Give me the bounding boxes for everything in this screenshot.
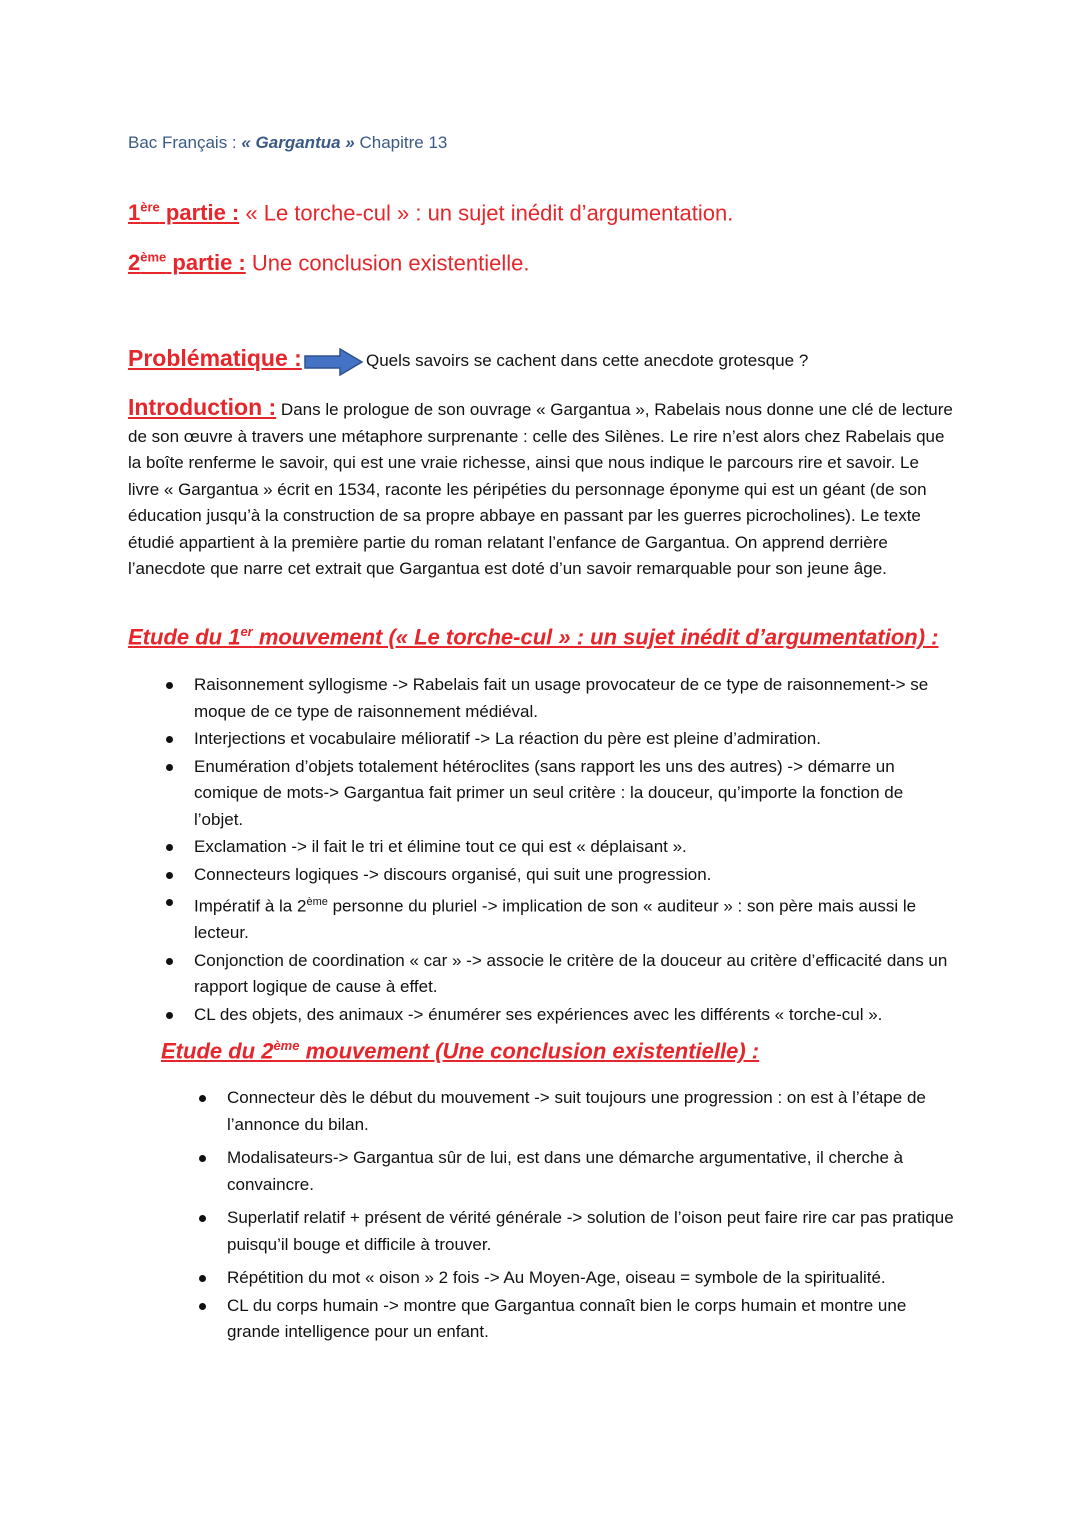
list-item: Interjections et vocabulaire mélioratif -> La réaction du père est pleine d’admiration. xyxy=(194,726,954,753)
header-suffix: Chapitre 13 xyxy=(354,133,448,152)
introduction-label: Introduction : xyxy=(128,394,277,420)
list-item: Modalisateurs-> Gargantua sûr de lui, est dans une démarche argumentative, il cherche à convaincre. xyxy=(227,1145,954,1198)
list-item: Exclamation -> il fait le tri et élimine tout ce qui est « déplaisant ». xyxy=(194,834,954,861)
list-item: Répétition du mot « oison » 2 fois -> Au Moyen-Age, oiseau = symbole de la spiritualité. xyxy=(227,1265,954,1292)
list-item: Raisonnement syllogisme -> Rabelais fait un usage provocateur de ce type de raisonnement-> se moque de ce type de raisonnement médiéval. xyxy=(194,672,954,725)
header-prefix: Bac Français : xyxy=(128,133,242,152)
part-one xyxy=(128,200,733,226)
problematique-label: Problématique : xyxy=(128,345,302,371)
problematique-question: Quels savoirs se cachent dans cette anecdote grotesque ? xyxy=(366,351,809,370)
introduction-text: Dans le prologue de son ouvrage « Gargantua », Rabelais nous donne une clé de lecture de son œuvre à travers une métaphore surprenante : celle des Silènes. Le rire n’est alors chez Rabelais que la boîte renferme le savoir, qui est une vraie richesse, ainsi que nous indique le parcours rire et savoir. Le livre « Gargantua » écrit en 1534, raconte les péripéties du personnage éponyme qui est un géant (de son éducation jusqu’à la construction de sa propre abbaye en passant par les guerres picrocholines). Le texte étudié appartient à la première partie du roman relatant l’enfance de Gargantua. On apprend derrière l’anecdote que narre cet extrait que Gargantua est doté d’un savoir remarquable pour son jeune âge. xyxy=(128,400,953,578)
list-item: Conjonction de coordination « car » -> associe le critère de la douceur au critère d’efficacité dans un rapport logique de cause à effet. xyxy=(194,948,954,1001)
part-one-text: « Le torche-cul » : un sujet inédit d’argumentation. xyxy=(239,200,734,226)
list-item: Enumération d’objets totalement hétéroclites (sans rapport les uns des autres) -> démarre un comique de mots-> Gargantua fait primer un seul critère : la douceur, qu’importe la fonction de l’objet. xyxy=(194,754,954,834)
section-two-list xyxy=(227,1085,954,1347)
list-item: Impératif à la 2ème personne du pluriel -> implication de son « auditeur » : son père mais aussi le lecteur. xyxy=(194,889,954,947)
part-two-label: 2ème partie : xyxy=(128,250,246,276)
part-one-label: 1ère partie : xyxy=(128,200,240,226)
section-one-title: Etude du 1er mouvement (« Le torche-cul » : un sujet inédit d’argumentation) : xyxy=(128,624,939,650)
part-two-text: Une conclusion existentielle. xyxy=(245,250,530,276)
list-item: Superlatif relatif + présent de vérité générale -> solution de l’oison peut faire rire car pas pratique puisqu’il bouge et difficile à trouver. xyxy=(227,1205,954,1258)
list-item: Connecteur dès le début du mouvement -> suit toujours une progression : on est à l’étape de l’annonce du bilan. xyxy=(227,1085,954,1138)
list-item: CL des objets, des animaux -> énumérer ses expériences avec les différents « torche-cul ». xyxy=(194,1002,954,1029)
arrow-right-icon xyxy=(304,348,364,376)
part-two xyxy=(128,250,529,276)
document-header xyxy=(128,133,447,153)
section-one-list xyxy=(194,672,954,1029)
list-item: CL du corps humain -> montre que Gargantua connaît bien le corps humain et montre une grande intelligence pour un enfant. xyxy=(227,1293,954,1346)
section-two-title: Etude du 2ème mouvement (Une conclusion existentielle) : xyxy=(161,1038,760,1064)
list-item: Connecteurs logiques -> discours organisé, qui suit une progression. xyxy=(194,862,954,889)
problematique xyxy=(128,343,958,377)
header-title: « Gargantua » xyxy=(241,133,355,152)
introduction xyxy=(128,394,953,583)
